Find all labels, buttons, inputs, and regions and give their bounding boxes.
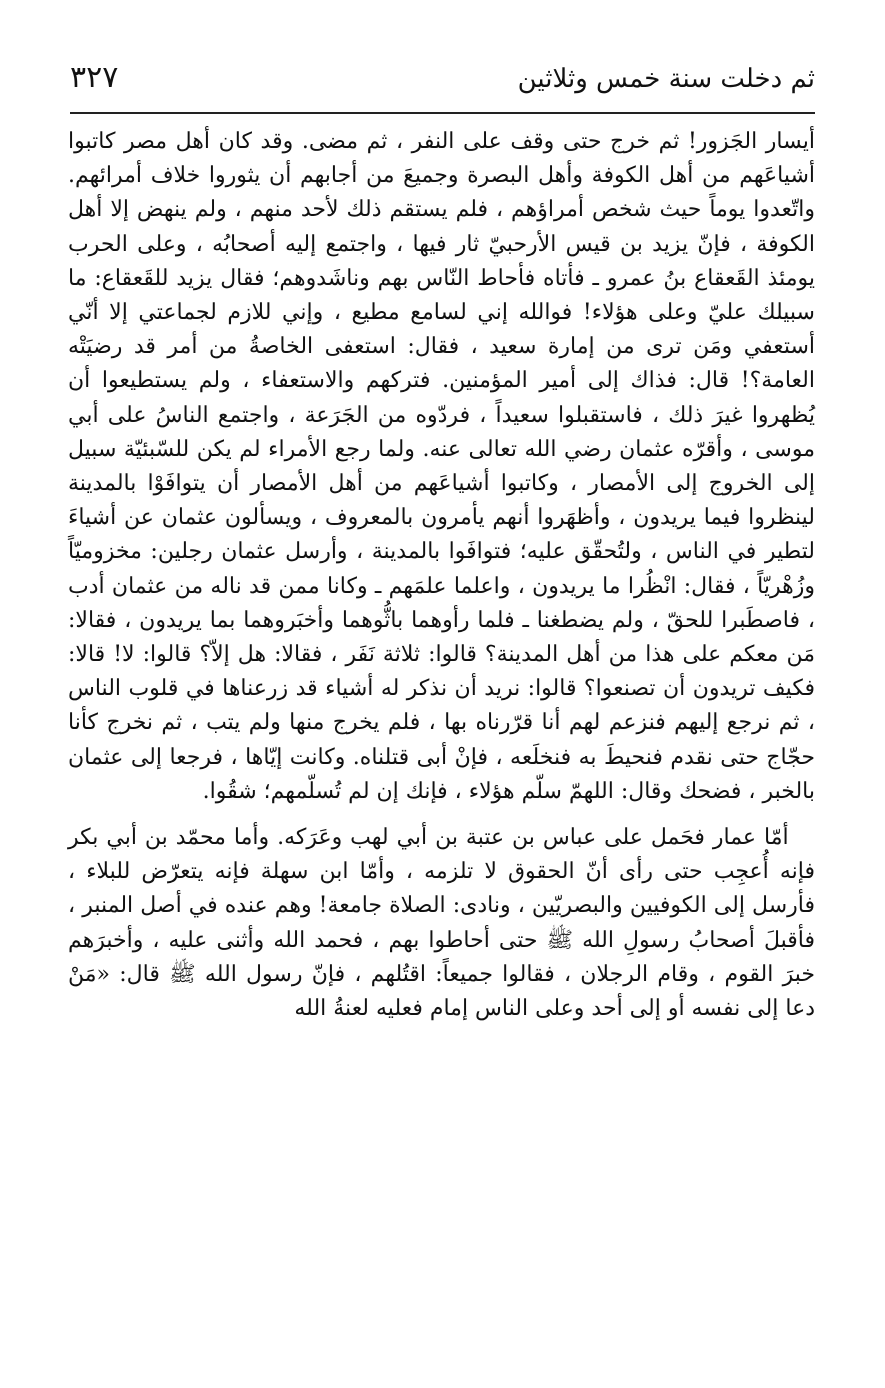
header-rule: [70, 112, 815, 114]
paragraph: أيسار الجَزور! ثم خرج حتى وقف على النفر ، ثم مضى. وقد كان أهل مصر كاتبوا أشياعَهم من أهل الكوفة وأهل البصرة وجميعَ من أجابهم أن يثوروا خلاف أمرائهم. واتّعدوا يوماً حيث شخص أمراؤهم ، فلم يستقم ذلك لأحد منهم ، ولم ينهض إلا أهل الكوفة ، فإنّ يزيد بن قيس الأرحبيّ ثار فيها ، واجتمع إليه أصحابُه ، وعلى الحرب يومئذ القَعقاع بنُ عمرو ـ فأتاه فأحاط النّاس بهم وناشَدوهم؛ فقال يزيد للقَعقاع: ما سبيلك عليّ وعلى هؤلاء! فوالله إني لسامع مطيع ، وإني للازم لجماعتي إلا أنّي أستعفي ومَن ترى من إمارة سعيد ، فقال: استعفى الخاصةُ من أمر قد رضيَتْه العامة؟! قال: فذاك إلى أمير المؤمنين. فتركهم والاستعفاء ، ولم يستطيعوا أن يُظهروا غيرَ ذلك ، فاستقبلوا سعيداً ، فردّوه من الجَرَعة ، واجتمع الناسُ على أبي موسى ، وأقرّه عثمان رضي الله تعالى عنه. ولما رجع الأمراء لم يكن للسّبئيّة سبيل إلى الخروج إلى الأمصار ، وكاتبوا أشياعَهم من أهل الأمصار أن يتوافَوْا بالمدينة لينظروا فيما يريدون ، وأظهَروا أنهم يأمرون بالمعروف ، ويسألون عثمان عن أشياءَ لتطير في الناس ، ولتُحقّق عليه؛ فتوافَوا بالمدينة ، وأرسل عثمان رجلين: مخزوميّاً وزُهْريّاً ، فقال: انْظُرا ما يريدون ، واعلما علمَهم ـ وكانا ممن قد ناله من عثمان أدب ، فاصطَبرا للحقّ ، ولم يضطغنا ـ فلما رأوهما باثُّوهما وأخبَروهما بما يريدون ، فقالا: مَن معكم على هذا من أهل المدينة؟ قالوا: ثلاثة نَفَر ، فقالا: هل إلاّ؟ قالوا: لا! قالا: فكيف تريدون أن تصنعوا؟ قالوا: نريد أن نذكر له أشياء قد زرعناها في قلوب الناس ، ثم نرجع إليهم فنزعم لهم أنا قرّرناه بها ، فلم يخرج منها ولم يتب ، ثم نخرج كأنا حجّاج حتى نقدم فنحيطَ به فنخلَعه ، فإنْ أبى قتلناه. وكانت إيّاها ، فرجعا إلى عثمان بالخبر ، فضحك وقال: اللهمّ سلّم هؤلاء ، فإنك إن لم تُسلّمهم؛ شقُوا.: [68, 129, 815, 804]
paragraph: أمّا عمار فحَمل على عباس بن عتبة بن أبي لهب وعَرَكه. وأما محمّد بن أبي بكر فإنه أُعجِب حتى رأى أنّ الحقوق لا تلزمه ، وأمّا ابن سهلة فإنه يتعرّض للبلاء ، فأرسل إلى الكوفيين والبصريّين ، ونادى: الصلاة جامعة! وهم عنده في أصل المنبر ، فأقبلَ أصحابُ رسولِ الله ﷺ حتى أحاطوا بهم ، فحمد الله وأثنى عليه ، وأخبرَهم خبرَ القوم ، وقام الرجلان ، فقالوا جميعاً: اقتُلهم ، فإنّ رسول الله ﷺ قال: «مَنْ دعا إلى نفسه أو إلى أحد وعلى الناس إمام فعليه لعنةُ الله: [68, 825, 815, 1022]
running-head: ثم دخلت سنة خمس وثلاثين: [517, 64, 815, 94]
page-number: ٣٢٧: [70, 60, 119, 95]
main-text: [68, 125, 815, 1026]
page-header: [70, 58, 815, 106]
